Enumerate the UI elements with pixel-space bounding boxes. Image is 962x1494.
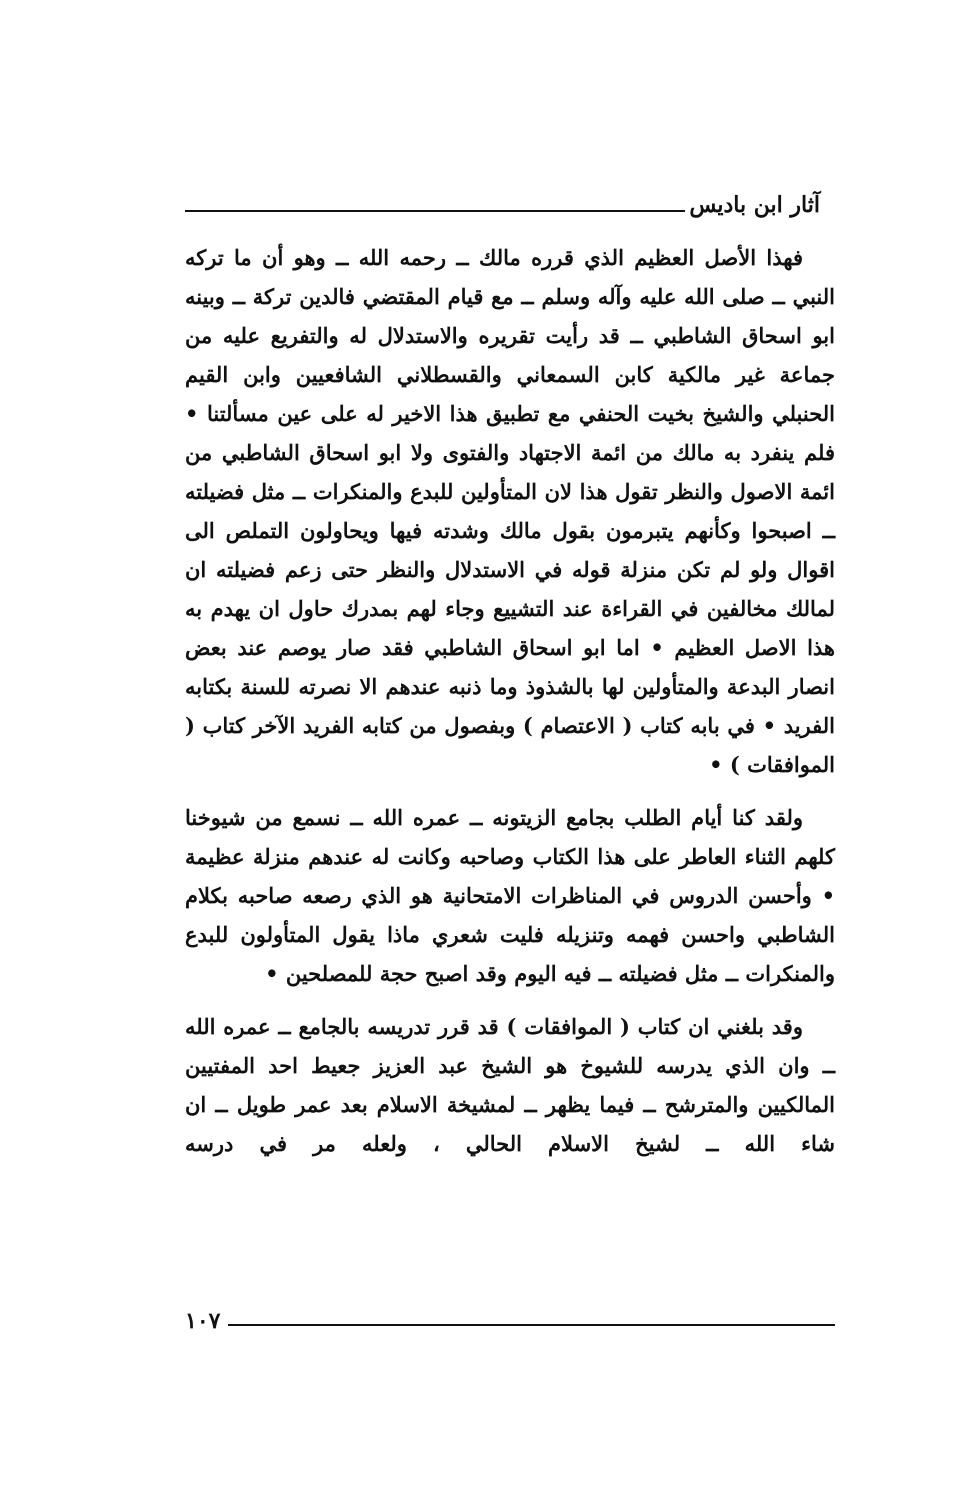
running-header — [185, 178, 820, 218]
page-number: ١٠٧ — [185, 1308, 221, 1334]
paragraph-3: وقد بلغني ان كتاب ( الموافقات ) قد قرر تدريسه بالجامع ــ عمره الله ــ وان الذي يدرسه للشيوخ هو الشيخ عبد العزيز جعيط احد المفتيين المالكيين والمترشح ــ فيما يظهر ــ لمشيخة الاسلام بعد عمر طويل ــ ان شاء الله ــ لشيخ الاسلام الحالي ، ولعله مر في درسه — [185, 1014, 835, 1156]
footer-rule — [228, 1324, 835, 1326]
book-title: آثار ابن باديس — [689, 192, 820, 218]
header-rule — [185, 210, 685, 212]
paragraph-2: ولقد كنا أيام الطلب بجامع الزيتونه ــ عمره الله ــ نسمع من شيوخنا كلهم الثناء العاطر على هذا الكتاب وصاحبه وكانت له عندهم منزلة عظيمة • وأحسن الدروس في المناظرات الامتحانية هو الذي رصعه صاحبه بكلام الشاطبي واحسن فهمه وتنزيله فليت شعري ماذا يقول المتأولون للبدع والمنكرات ــ مثل فضيلته ــ فيه اليوم وقد اصبح حجة للمصلحين • — [185, 805, 835, 986]
page-body — [185, 238, 835, 1163]
paragraph-1: فهذا الأصل العظيم الذي قرره مالك ــ رحمه الله ــ وهو أن ما تركه النبي ــ صلى الله عليه وآله وسلم ــ مع قيام المقتضي فالدين تركة ــ وبينه ابو اسحاق الشاطبي ــ قد رأيت تقريره والاستدلال له والتفريع عليه من جماعة غير مالكية كابن السمعاني والقسطلاني الشافعيين وابن القيم الحنبلي والشيخ بخيت الحنفي مع تطبيق هذا الاخير له على عين مسألتنا • فلم ينفرد به مالك من ائمة الاجتهاد والفتوى ولا ابو اسحاق الشاطبي من ائمة الاصول والنظر تقول هذا لان المتأولين للبدع والمنكرات ــ مثل فضيلته ــ اصبحوا وكأنهم يتبرمون بقول مالك وشدته فيها ويحاولون التملص الى اقوال ولو لم تكن منزلة قوله في الاستدلال والنظر حتى زعم فضيلته ان لمالك مخالفين في القراءة عند التشييع وجاء لهم بمدرك حاول ان يهدم به هذا الاصل العظيم • اما ابو اسحاق الشاطبي فقد صار يوصم عند بعض انصار البدعة والمتأولين لها بالشذوذ وما ذنبه عندهم الا نصرته للسنة بكتابه الفريد • في بابه كتاب ( الاعتصام ) وبفصول من كتابه الفريد الآخر كتاب ( الموافقات ) • — [185, 245, 835, 777]
page-footer — [185, 1298, 835, 1334]
